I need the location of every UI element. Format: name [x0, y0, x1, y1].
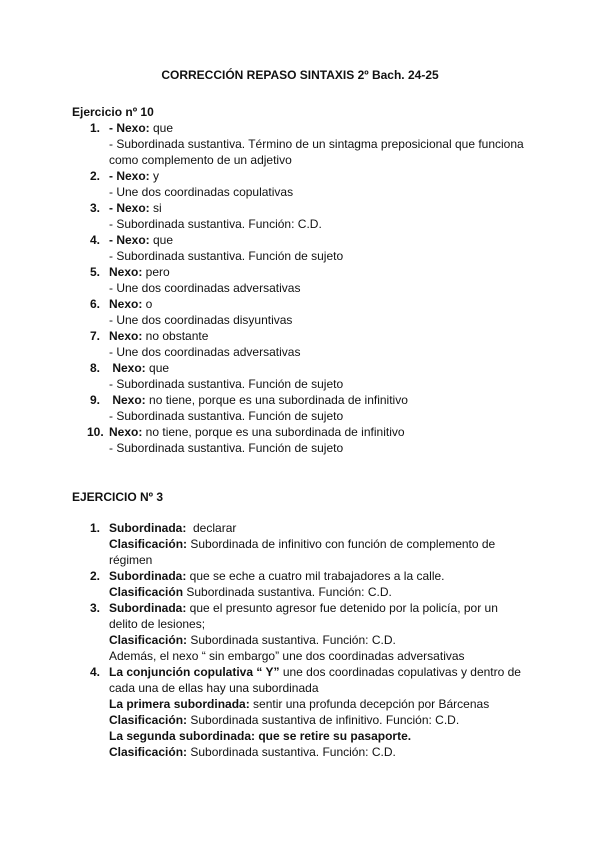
list-item: [72, 232, 542, 264]
nexo-value: no obstante: [142, 329, 209, 343]
clasificacion-label: Clasificación:: [109, 713, 188, 727]
clasificacion-label: Clasificación:: [109, 633, 188, 647]
nexo-label: Nexo:: [109, 361, 146, 375]
clasificacion-label: Clasificación:: [109, 537, 188, 551]
item-number: 6.: [90, 297, 101, 311]
list-item: [72, 120, 542, 168]
item-number: 1.: [90, 121, 101, 135]
item-number: 7.: [90, 329, 101, 343]
clasificacion-label: Clasificación:: [109, 745, 188, 759]
list-item: [72, 392, 542, 424]
ejercicio-10-heading: Ejercicio nº 10: [72, 105, 154, 119]
list-item: [72, 168, 542, 200]
item-number: 3.: [90, 201, 101, 215]
clasificacion-value: Subordinada sustantiva. Función: C.D.: [183, 585, 392, 599]
nexo-value: que: [149, 121, 174, 135]
note-text: Además, el nexo “ sin embargo” une dos coordinadas adversativas: [109, 649, 465, 663]
ejercicio-3-heading: EJERCICIO Nº 3: [72, 490, 164, 504]
item-detail: - Une dos coordinadas copulativas: [109, 185, 294, 199]
conjuncion-label: La conjunción copulativa “ Y”: [109, 665, 280, 679]
list-item: [72, 664, 542, 760]
clasificacion-continued: régimen: [109, 553, 153, 567]
nexo-value: no tiene, porque es una subordinada de infinitivo: [142, 425, 405, 439]
item-number: 4.: [90, 233, 101, 247]
nexo-value: y: [149, 169, 160, 183]
nexo-label: Nexo:: [109, 393, 146, 407]
item-detail: - Une dos coordinadas adversativas: [109, 345, 301, 359]
subordinada-label: Subordinada:: [109, 521, 187, 535]
list-item: [72, 600, 542, 664]
list-item: [72, 328, 542, 360]
item-number: 9.: [90, 393, 101, 407]
clasificacion-value: Subordinada sustantiva. Función: C.D.: [187, 745, 396, 759]
item-detail: - Une dos coordinadas adversativas: [109, 281, 301, 295]
nexo-label: - Nexo:: [109, 233, 150, 247]
list-item: [72, 568, 542, 600]
item-detail: - Subordinada sustantiva. Función: C.D.: [109, 217, 322, 231]
clasificacion-label: Clasificación: [109, 585, 184, 599]
subordinada-value: declarar: [186, 521, 237, 535]
conjuncion-continued: cada una de ellas hay una subordinada: [109, 681, 319, 695]
item-detail: - Subordinada sustantiva. Función de sujeto: [109, 441, 344, 455]
nexo-label: Nexo:: [109, 425, 143, 439]
item-number: 1.: [90, 521, 101, 535]
nexo-label: Nexo:: [109, 265, 143, 279]
item-number: 2.: [90, 569, 101, 583]
item-number: 4.: [90, 665, 101, 679]
item-detail: - Subordinada sustantiva. Función de sujeto: [109, 249, 344, 263]
clasificacion-value: Subordinada sustantiva. Función: C.D.: [187, 633, 396, 647]
subordinada-label: Subordinada:: [109, 601, 187, 615]
list-item: [72, 424, 542, 456]
nexo-value: pero: [142, 265, 170, 279]
item-detail: - Subordinada sustantiva. Término de un sintagma preposicional que funciona: [109, 137, 524, 151]
item-number: 2.: [90, 169, 101, 183]
nexo-label: Nexo:: [109, 329, 143, 343]
nexo-value: no tiene, porque es una subordinada de infinitivo: [145, 393, 408, 407]
item-number: 3.: [90, 601, 101, 615]
item-detail: como complemento de un adjetivo: [109, 153, 292, 167]
conjuncion-text: une dos coordinadas copulativas y dentro de: [279, 665, 521, 679]
clasificacion-value: Subordinada de infinitivo con función de complemento de: [187, 537, 496, 551]
nexo-label: Nexo:: [109, 297, 143, 311]
item-number: 8.: [90, 361, 101, 375]
ejercicio-3-list: [72, 520, 542, 760]
item-number: 10.: [87, 425, 104, 439]
item-detail: - Subordinada sustantiva. Función de sujeto: [109, 377, 344, 391]
list-item: [72, 264, 542, 296]
primera-subordinada-label: La primera subordinada:: [109, 697, 250, 711]
subordinada-label: Subordinada:: [109, 569, 187, 583]
list-item: [72, 200, 542, 232]
item-detail: - Une dos coordinadas disyuntivas: [109, 313, 293, 327]
primera-subordinada-value: sentir una profunda decepción por Bárcenas: [249, 697, 490, 711]
list-item: [72, 520, 542, 568]
list-item: [72, 360, 542, 392]
nexo-value: si: [149, 201, 162, 215]
subordinada-continued: delito de lesiones;: [109, 617, 206, 631]
item-detail: - Subordinada sustantiva. Función de sujeto: [109, 409, 344, 423]
subordinada-value: que el presunto agresor fue detenido por la policía, por un: [186, 601, 498, 615]
clasificacion-value: Subordinada sustantiva de infinitivo. Función: C.D.: [187, 713, 460, 727]
ejercicio-10-list: [72, 120, 542, 456]
subordinada-value: que se eche a cuatro mil trabajadores a la calle.: [186, 569, 445, 583]
list-item: [72, 296, 542, 328]
nexo-label: - Nexo:: [109, 169, 150, 183]
segunda-subordinada: La segunda subordinada: que se retire su pasaporte.: [109, 729, 412, 743]
nexo-value: o: [142, 297, 153, 311]
nexo-label: - Nexo:: [109, 121, 150, 135]
nexo-label: - Nexo:: [109, 201, 150, 215]
item-number: 5.: [90, 265, 101, 279]
nexo-value: que: [149, 233, 174, 247]
nexo-value: que: [145, 361, 170, 375]
page-title: CORRECCIÓN REPASO SINTAXIS 2º Bach. 24-25: [161, 68, 439, 82]
